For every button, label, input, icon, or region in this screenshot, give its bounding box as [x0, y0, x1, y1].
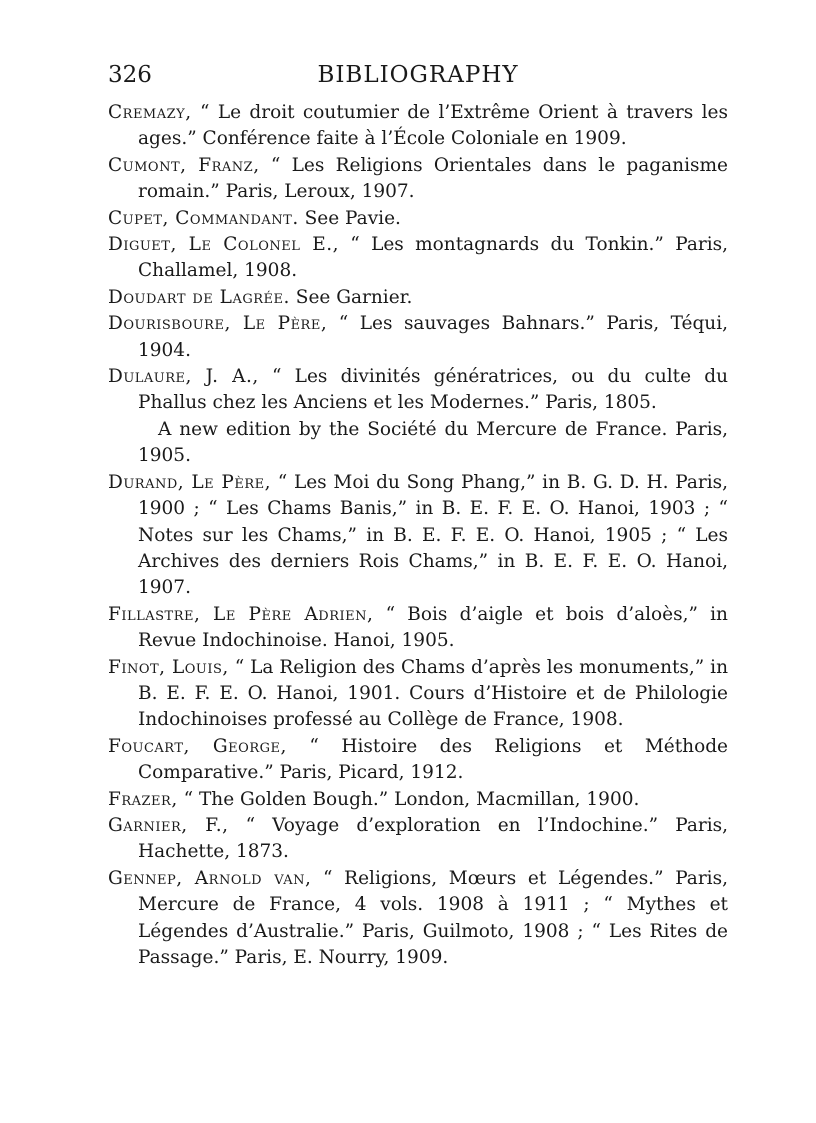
entry-author: Cumont, Franz, [108, 154, 260, 176]
entry-text: See Pavie. [304, 207, 401, 229]
bibliography-entry [108, 470, 728, 602]
entry-text: “ Voyage d’exploration en l’Indochine.” Paris, Hachette, 1873. [138, 814, 728, 863]
bibliography-entry [108, 734, 728, 787]
entry-author: Dourisboure, Le Père, [108, 313, 328, 335]
entry-author: Dulaure, J. A., [108, 366, 259, 388]
bibliography-entry [108, 655, 728, 734]
entry-author: Gennep, Arnold van, [108, 867, 312, 889]
entry-author: Frazer, [108, 788, 178, 810]
bibliography-entry [108, 153, 728, 206]
entry-author: Doudart de Lagrée. [108, 286, 290, 308]
entry-author: Cupet, Commandant. [108, 207, 299, 229]
bibliography-entry [108, 311, 728, 364]
entry-text: “ Les divinités génératrices, ou du culte du Phallus chez les Anciens et les Modernes.” Paris, 1805. [138, 366, 728, 414]
entry-author: Finot, Louis, [108, 656, 229, 678]
bibliography-entry [108, 866, 728, 972]
entry-author: Durand, Le Père, [108, 471, 271, 493]
bibliography-entry [108, 787, 728, 813]
entry-text: “ Histoire des Religions et Méthode Comparative.” Paris, Picard, 1912. [138, 735, 728, 784]
entry-text: “ Les Moi du Song Phang,” in B. G. D. H. Paris, 1900 ; “ Les Chams Banis,” in B. E. F. E. O. Hanoi, 1903 ; “ Notes sur les Chams,” in B. E. F. E. O. Hanoi, 1905 ; “ Les Archives des derniers Rois Chams,” in B. E. F. E. O. Hanoi, 1907. [138, 471, 729, 599]
entry-author: Diguet, Le Colonel E., [108, 234, 339, 256]
entry-text: “ Les montagnards du Tonkin.” Paris, Challamel, 1908. [138, 234, 728, 282]
running-title: BIBLIOGRAPHY [317, 62, 519, 88]
entry-text: “ La Religion des Chams d’après les monuments,” in B. E. F. E. O. Hanoi, 1901. Cours d’Histoire et de Philologie Indochinoises professé au Collège de France, 1908. [138, 656, 728, 731]
bibliography-entry [108, 602, 728, 655]
entry-note: A new edition by the Société du Mercure de France. Paris, 1905. [138, 418, 728, 467]
bibliography-entry [108, 206, 728, 232]
entry-author: Cremazy, [108, 102, 192, 123]
bibliography-entry [108, 813, 728, 866]
bibliography-entry [108, 364, 728, 470]
entry-author: Garnier, F., [108, 814, 229, 836]
entry-text: “ Les Religions Orientales dans le paganisme romain.” Paris, Leroux, 1907. [138, 154, 728, 203]
page-number: 326 [108, 62, 152, 88]
entry-text: “ The Golden Bough.” London, Macmillan, 1900. [183, 788, 640, 810]
bibliography-entry [108, 100, 728, 153]
entry-text: “ Le droit coutumier de l’Extrême Orient à travers les ages.” Conférence faite à l’École Coloniale en 1909. [138, 102, 728, 150]
entry-text: “ Bois d’aigle et bois d’aloès,” in Revue Indochinoise. Hanoi, 1905. [138, 603, 728, 652]
entry-text: See Garnier. [295, 286, 413, 308]
entry-text: “ Religions, Mœurs et Légendes.” Paris, Mercure de France, 4 vols. 1908 à 1911 ; “ Mythes et Légendes d’Australie.” Paris, Guilmoto, 1908 ; “ Les Rites de Passage.” Paris, E. Nourry, 1909. [138, 867, 728, 968]
bibliography-list [108, 100, 728, 971]
entry-author: Fillastre, Le Père Adrien, [108, 603, 374, 625]
page-header [108, 58, 728, 92]
entry-author: Foucart, George, [108, 735, 287, 757]
bibliography-entry [108, 232, 728, 285]
entry-text: “ Les sauvages Bahnars.” Paris, Téqui, 1904. [138, 313, 729, 361]
bibliography-entry [108, 285, 728, 311]
